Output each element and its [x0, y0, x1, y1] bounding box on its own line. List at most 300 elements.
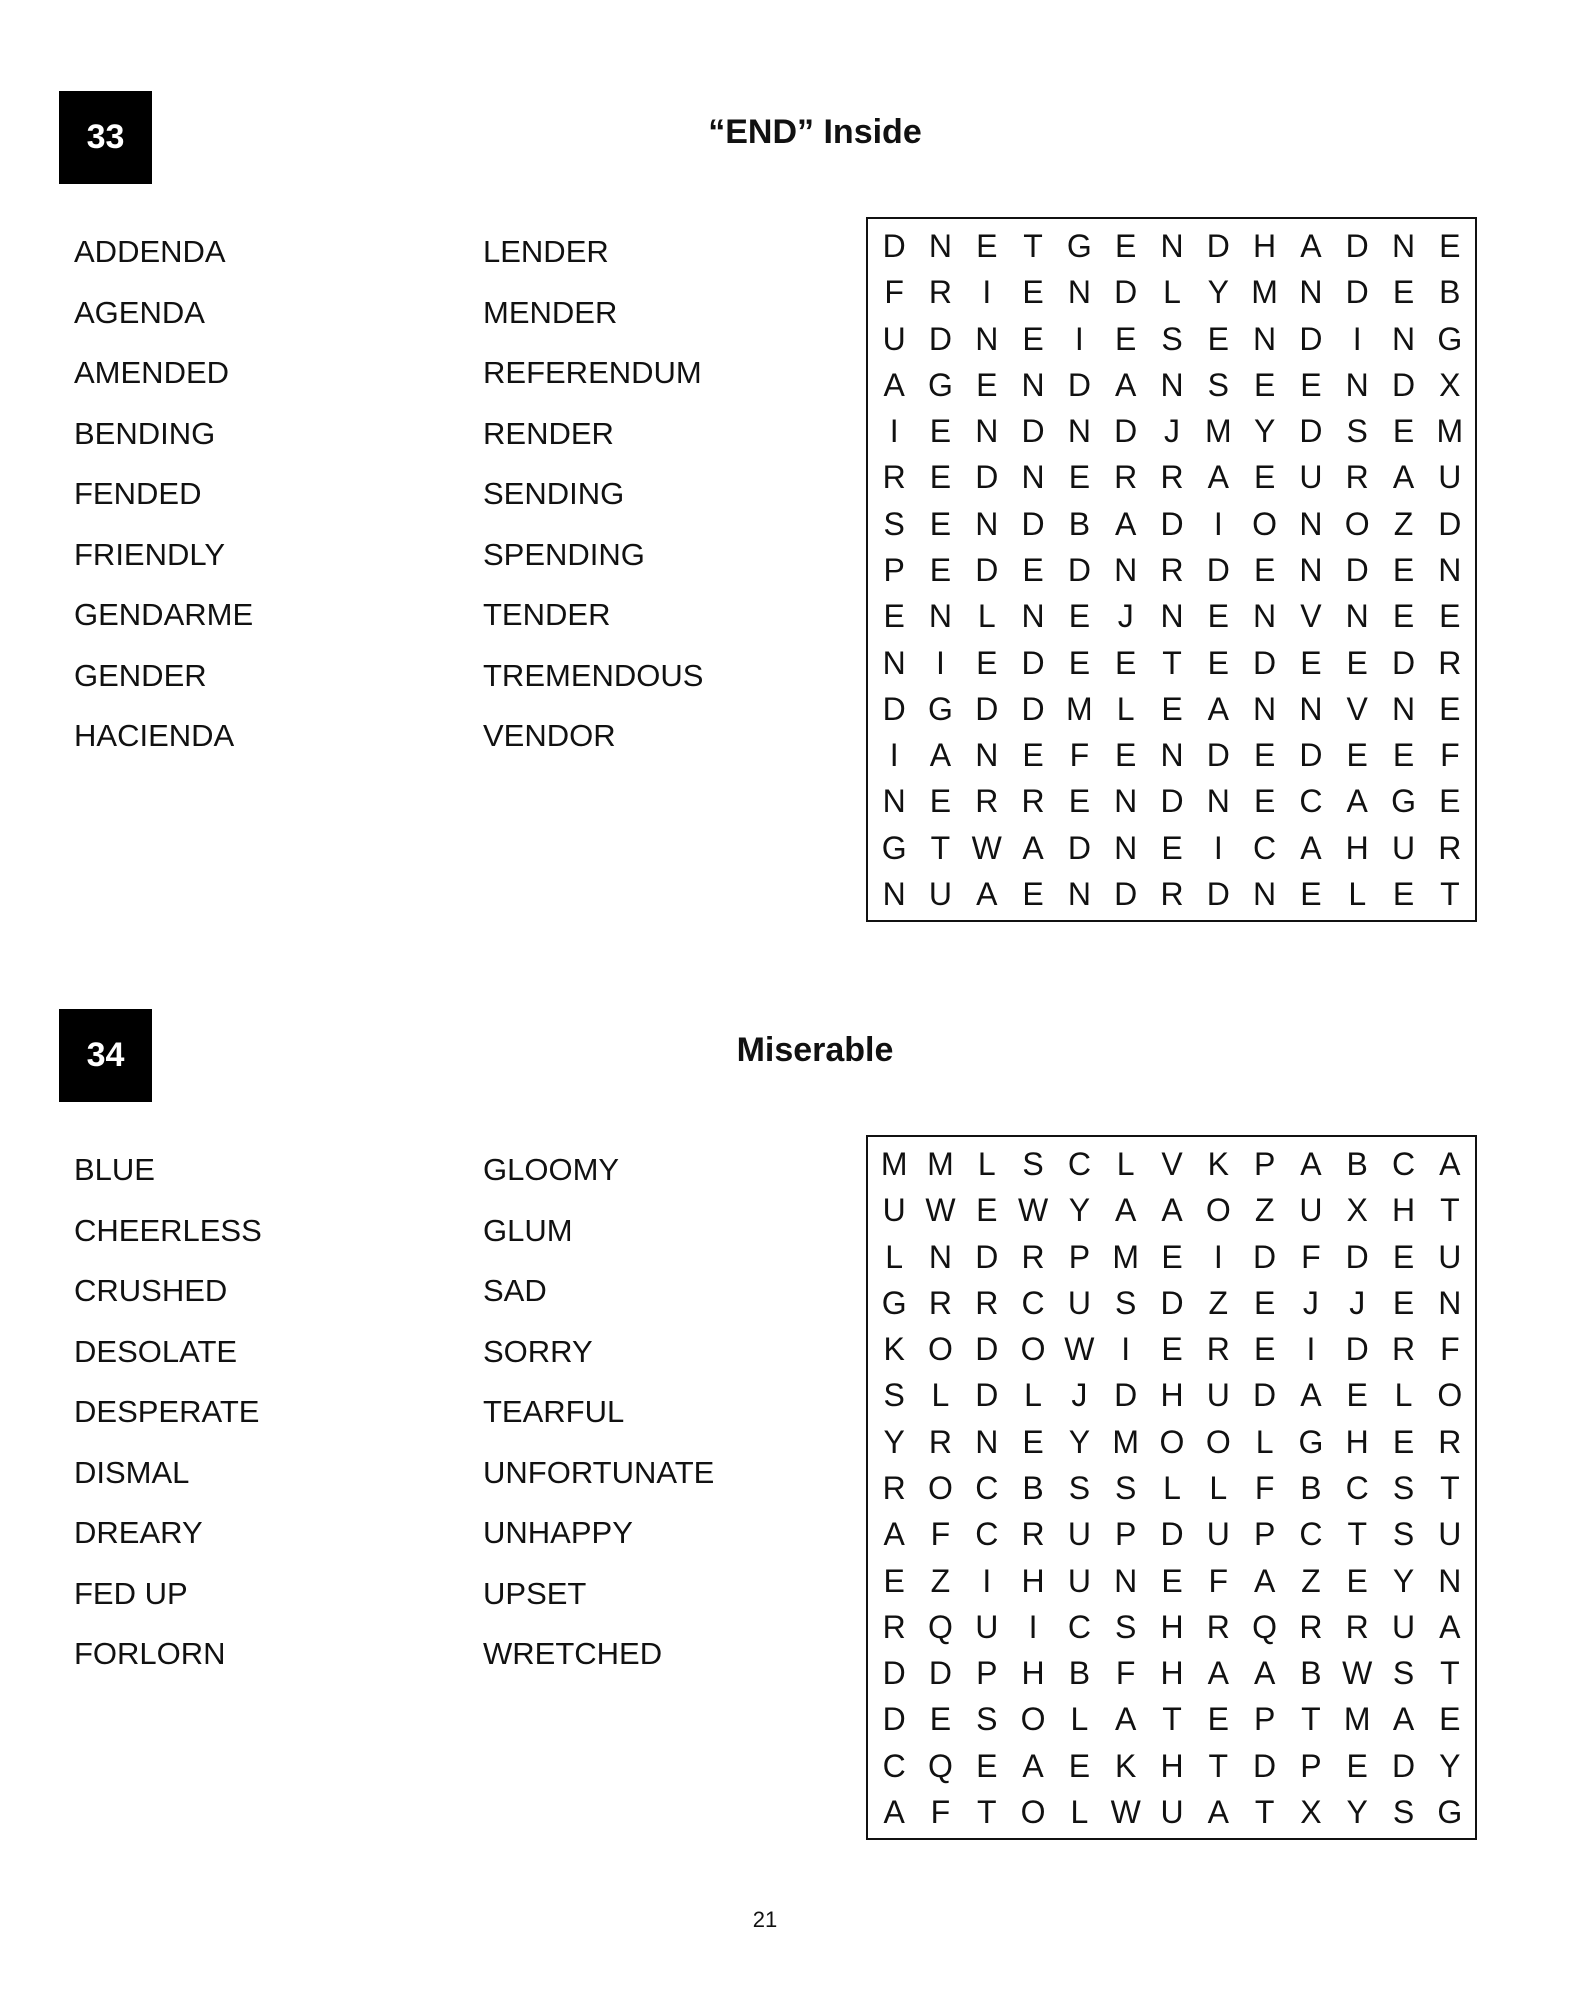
- grid-letter: N: [1114, 551, 1138, 588]
- grid-letter: U: [1299, 1192, 1323, 1229]
- word-list-item: ADDENDA: [74, 234, 226, 269]
- grid-letter: D: [1021, 413, 1045, 450]
- grid-letter: D: [1299, 413, 1323, 450]
- grid-letter: L: [1070, 1701, 1089, 1738]
- grid-letter: A: [1300, 1146, 1322, 1183]
- grid-letter: C: [1391, 1146, 1416, 1183]
- puzzle-number-badge: 34: [59, 1009, 152, 1102]
- grid-letter: T: [1440, 875, 1460, 912]
- grid-letter: F: [1254, 1469, 1275, 1506]
- grid-letter: U: [1391, 829, 1416, 866]
- grid-letter: R: [882, 1608, 906, 1645]
- grid-letter: P: [883, 551, 905, 588]
- grid-letter: D: [1253, 1377, 1277, 1414]
- grid-letter: N: [1253, 320, 1277, 357]
- grid-letter: C: [882, 1747, 906, 1784]
- grid-letter: I: [1213, 505, 1223, 542]
- word-list-item: RENDER: [483, 415, 614, 451]
- grid-letter: N: [882, 644, 906, 681]
- grid-letter: E: [1392, 1284, 1415, 1321]
- grid-letter: N: [975, 505, 999, 542]
- grid-letter: E: [1207, 644, 1229, 681]
- grid-letter: D: [882, 690, 906, 727]
- grid-letter: B: [1300, 1655, 1322, 1692]
- word-list-item: BLUE: [74, 1152, 155, 1187]
- grid-letter: A: [1207, 1793, 1229, 1830]
- word-list-item: FENDED: [74, 476, 202, 511]
- grid-letter: R: [928, 1284, 952, 1321]
- grid-letter: E: [1022, 551, 1044, 588]
- grid-letter: L: [1070, 1793, 1089, 1830]
- grid-letter: C: [1345, 1469, 1369, 1506]
- grid-letter: U: [882, 1192, 906, 1229]
- grid-letter: R: [1345, 459, 1369, 496]
- grid-letter: O: [928, 1469, 953, 1506]
- grid-letter: R: [1021, 783, 1045, 820]
- grid-letter: N: [1345, 366, 1369, 403]
- grid-letter: N: [1160, 366, 1184, 403]
- grid-letter: D: [1345, 1238, 1369, 1275]
- grid-letter: D: [882, 228, 906, 265]
- grid-letter: E: [1439, 1701, 1461, 1738]
- grid-letter: P: [1253, 1516, 1276, 1553]
- grid-letter: D: [1345, 1331, 1369, 1368]
- grid-letter: Q: [1252, 1608, 1278, 1645]
- grid-letter: A: [1115, 505, 1137, 542]
- grid-letter: N: [1114, 829, 1138, 866]
- grid-letter: S: [883, 1377, 905, 1414]
- grid-letter: O: [1344, 505, 1370, 542]
- grid-letter: N: [1299, 505, 1323, 542]
- grid-letter: S: [1115, 1608, 1137, 1645]
- grid-letter: E: [1022, 737, 1044, 774]
- grid-letter: U: [1206, 1516, 1230, 1553]
- grid-letter: Z: [1254, 1192, 1275, 1229]
- grid-letter: H: [1345, 1423, 1369, 1460]
- grid-letter: S: [1392, 1516, 1415, 1553]
- grid-letter: N: [1299, 274, 1323, 311]
- grid-letter: N: [928, 598, 952, 635]
- grid-letter: N: [928, 1238, 952, 1275]
- grid-letter: O: [1159, 1423, 1185, 1460]
- grid-letter: O: [1020, 1701, 1046, 1738]
- grid-letter: H: [1160, 1747, 1184, 1784]
- grid-letter: N: [1067, 875, 1091, 912]
- word-list-column-2: [483, 1148, 714, 1693]
- grid-letter: N: [1160, 737, 1184, 774]
- grid-letter: V: [1300, 598, 1322, 635]
- grid-letter: B: [1439, 274, 1461, 311]
- grid-letter: E: [976, 1192, 998, 1229]
- grid-letter: L: [1255, 1423, 1274, 1460]
- grid-letter: T: [1023, 228, 1043, 265]
- grid-letter: E: [1346, 1377, 1368, 1414]
- grid-letter: E: [1253, 783, 1276, 820]
- grid-letter: T: [1162, 644, 1182, 681]
- grid-letter: E: [929, 551, 952, 588]
- grid-letter: K: [1207, 1146, 1229, 1183]
- grid-letter: E: [929, 505, 952, 542]
- grid-letter: D: [1345, 274, 1369, 311]
- word-list-item: SENDING: [483, 476, 625, 511]
- grid-letter: O: [1252, 505, 1278, 542]
- word-list-item: SPENDING: [483, 536, 645, 572]
- word-list-item: WRETCHED: [483, 1636, 663, 1671]
- grid-letter: I: [936, 644, 945, 681]
- grid-letter: A: [1300, 829, 1322, 866]
- grid-letter: A: [883, 366, 905, 403]
- grid-letter: N: [1391, 690, 1416, 727]
- grid-letter: D: [1114, 274, 1138, 311]
- grid-letter: L: [1163, 1469, 1181, 1506]
- grid-letter: R: [1160, 459, 1184, 496]
- grid-letter: E: [976, 366, 998, 403]
- grid-letter: X: [1300, 1793, 1322, 1830]
- grid-letter: M: [1251, 274, 1278, 311]
- grid-letter: R: [1438, 644, 1462, 681]
- puzzle-34: [0, 918, 1590, 1830]
- grid-letter: C: [1021, 1284, 1045, 1321]
- grid-letter: U: [1067, 1516, 1091, 1553]
- grid-letter: N: [1067, 413, 1091, 450]
- word-list-item: BENDING: [74, 415, 216, 451]
- grid-letter: E: [1253, 459, 1276, 496]
- grid-letter: E: [1346, 1747, 1368, 1784]
- grid-letter: E: [1300, 644, 1322, 681]
- grid-letter: L: [977, 598, 996, 635]
- grid-letter: P: [1115, 1516, 1137, 1553]
- grid-letter: Z: [1208, 1284, 1229, 1321]
- grid-letter: O: [1205, 1423, 1231, 1460]
- grid-letter: A: [929, 737, 952, 774]
- grid-letter: M: [927, 1146, 954, 1183]
- grid-letter: E: [929, 783, 952, 820]
- grid-letter: A: [1115, 366, 1137, 403]
- grid-letter: C: [975, 1469, 999, 1506]
- grid-letter: D: [1021, 690, 1045, 727]
- grid-letter: K: [1115, 1747, 1137, 1784]
- grid-letter: E: [1207, 598, 1229, 635]
- grid-letter: S: [976, 1701, 998, 1738]
- grid-letter: G: [1066, 228, 1092, 265]
- grid-letter: Y: [1392, 1562, 1415, 1599]
- grid-letter: U: [1067, 1562, 1091, 1599]
- grid-letter: A: [1439, 1146, 1461, 1183]
- grid-letter: W: [971, 829, 1002, 866]
- word-list-item: UNHAPPY: [483, 1515, 633, 1550]
- grid-letter: S: [883, 505, 905, 542]
- grid-letter: U: [928, 875, 952, 912]
- grid-letter: N: [975, 320, 999, 357]
- grid-letter: S: [1392, 1655, 1415, 1692]
- grid-letter: Y: [1068, 1423, 1091, 1460]
- grid-letter: D: [1253, 1747, 1277, 1784]
- grid-letter: E: [1161, 690, 1183, 727]
- grid-letter: Q: [928, 1608, 953, 1645]
- grid-letter: F: [884, 274, 904, 311]
- grid-letter: C: [1253, 829, 1277, 866]
- grid-letter: R: [1160, 875, 1184, 912]
- grid-letter: A: [1439, 1608, 1461, 1645]
- grid-letter: D: [1114, 875, 1138, 912]
- grid-letter: E: [1392, 598, 1415, 635]
- grid-letter: P: [976, 1655, 998, 1692]
- grid-letter: R: [1391, 1331, 1416, 1368]
- grid-letter: P: [1068, 1238, 1091, 1275]
- grid-letter: P: [1300, 1747, 1322, 1784]
- grid-letter: E: [1392, 1238, 1415, 1275]
- grid-letter: L: [1024, 1377, 1042, 1414]
- grid-letter: W: [925, 1192, 956, 1229]
- grid-letter: R: [1299, 1608, 1323, 1645]
- word-list-item: TREMENDOUS: [483, 657, 704, 693]
- grid-letter: A: [1300, 228, 1322, 265]
- grid-letter: D: [928, 320, 952, 357]
- grid-letter: E: [1439, 228, 1461, 265]
- word-list-item: SAD: [483, 1273, 547, 1308]
- grid-letter: R: [975, 1284, 999, 1321]
- grid-letter: A: [883, 1793, 905, 1830]
- grid-letter: N: [1021, 598, 1045, 635]
- grid-letter: N: [928, 228, 952, 265]
- grid-letter: N: [1438, 1562, 1462, 1599]
- grid-letter: S: [1392, 1469, 1415, 1506]
- grid-letter: A: [1207, 459, 1229, 496]
- word-list-item: DESOLATE: [74, 1333, 238, 1369]
- grid-letter: D: [1299, 320, 1323, 357]
- grid-letter: A: [1115, 1701, 1137, 1738]
- grid-letter: S: [1115, 1469, 1137, 1506]
- grid-letter: J: [1349, 1284, 1366, 1321]
- grid-letter: E: [1161, 829, 1183, 866]
- grid-letter: E: [1161, 1562, 1183, 1599]
- grid-letter: N: [1253, 598, 1277, 635]
- grid-letter: R: [882, 1469, 906, 1506]
- grid-letter: S: [1115, 1284, 1137, 1321]
- grid-letter: E: [1392, 1423, 1415, 1460]
- grid-letter: D: [882, 1655, 906, 1692]
- grid-letter: L: [1394, 1377, 1413, 1414]
- grid-letter: W: [1110, 1793, 1141, 1830]
- grid-letter: D: [1391, 366, 1416, 403]
- grid-letter: E: [1439, 783, 1461, 820]
- grid-letter: I: [1121, 1331, 1131, 1368]
- grid-letter: A: [1300, 1377, 1322, 1414]
- word-list-item: CHEERLESS: [74, 1212, 262, 1248]
- word-list-column-1: [74, 1148, 262, 1693]
- grid-letter: A: [1022, 829, 1044, 866]
- grid-letter: R: [1160, 551, 1184, 588]
- grid-letter: T: [1347, 1516, 1367, 1553]
- grid-letter: D: [975, 459, 999, 496]
- grid-letter: E: [1068, 644, 1091, 681]
- grid-letter: H: [1160, 1377, 1184, 1414]
- grid-letter: E: [1392, 737, 1415, 774]
- grid-letter: N: [975, 737, 999, 774]
- grid-letter: N: [1438, 1284, 1462, 1321]
- grid-letter: L: [1116, 1146, 1135, 1183]
- word-list-item: TEARFUL: [483, 1394, 625, 1429]
- word-list-column-1: [74, 230, 253, 775]
- grid-letter: O: [1020, 1793, 1046, 1830]
- grid-letter: N: [975, 1423, 999, 1460]
- grid-letter: I: [1028, 1608, 1038, 1645]
- grid-letter: A: [1207, 1655, 1229, 1692]
- grid-letter: N: [1021, 366, 1045, 403]
- grid-letter: N: [1253, 690, 1277, 727]
- grid-letter: N: [1299, 551, 1323, 588]
- grid-letter: E: [976, 228, 998, 265]
- grid-letter: H: [1253, 228, 1277, 265]
- grid-letter: M: [1204, 413, 1232, 450]
- grid-letter: D: [1021, 505, 1045, 542]
- grid-letter: L: [977, 1146, 996, 1183]
- grid-letter: H: [1160, 1655, 1184, 1692]
- puzzle-33: [0, 0, 1590, 912]
- grid-letter: D: [1206, 737, 1230, 774]
- grid-letter: D: [882, 1701, 906, 1738]
- grid-letter: E: [1253, 551, 1276, 588]
- grid-letter: U: [1299, 459, 1323, 496]
- grid-letter: A: [1022, 1747, 1044, 1784]
- grid-letter: L: [1209, 1469, 1228, 1506]
- word-list-item: MENDER: [483, 294, 618, 330]
- grid-letter: D: [1206, 551, 1230, 588]
- grid-letter: N: [1391, 320, 1416, 357]
- grid-letter: O: [928, 1331, 953, 1368]
- grid-letter: G: [881, 829, 907, 866]
- grid-letter: E: [1392, 875, 1415, 912]
- word-list-column-2: [483, 230, 703, 775]
- grid-letter: I: [1306, 1331, 1316, 1368]
- grid-letter: E: [976, 644, 998, 681]
- grid-letter: D: [1160, 1284, 1184, 1321]
- grid-letter: D: [1253, 1238, 1277, 1275]
- grid-letter: S: [1068, 1469, 1091, 1506]
- grid-letter: S: [1161, 320, 1183, 357]
- grid-letter: H: [1160, 1608, 1184, 1645]
- grid-letter: E: [976, 1747, 998, 1784]
- grid-letter: E: [1392, 413, 1415, 450]
- grid-letter: R: [1021, 1238, 1045, 1275]
- grid-letter: L: [885, 1238, 904, 1275]
- word-list-item: DESPERATE: [74, 1394, 260, 1429]
- grid-letter: T: [1440, 1192, 1460, 1229]
- grid-letter: E: [929, 1701, 952, 1738]
- grid-letter: M: [1343, 1701, 1371, 1738]
- grid-letter: R: [1206, 1608, 1230, 1645]
- grid-letter: F: [1301, 1238, 1321, 1275]
- grid-letter: N: [1067, 274, 1091, 311]
- grid-letter: I: [982, 274, 992, 311]
- grid-letter: T: [1162, 1701, 1182, 1738]
- grid-letter: M: [1436, 413, 1464, 450]
- grid-letter: T: [1208, 1747, 1229, 1784]
- grid-letter: E: [1253, 1284, 1276, 1321]
- grid-letter: E: [1161, 1238, 1183, 1275]
- grid-letter: R: [1114, 459, 1138, 496]
- grid-letter: A: [1392, 1701, 1415, 1738]
- grid-letter: E: [1300, 875, 1322, 912]
- grid-letter: E: [1300, 366, 1322, 403]
- grid-letter: R: [928, 274, 952, 311]
- grid-letter: N: [1160, 598, 1184, 635]
- grid-letter: M: [1112, 1423, 1140, 1460]
- grid-letter: G: [1391, 783, 1416, 820]
- grid-letter: P: [1253, 1701, 1276, 1738]
- puzzle-title: “END” Inside: [708, 113, 922, 151]
- grid-letter: D: [1021, 644, 1045, 681]
- grid-letter: Y: [1207, 274, 1229, 311]
- grid-letter: E: [1439, 598, 1461, 635]
- grid-letter: N: [1345, 598, 1369, 635]
- letter-grid: [866, 1135, 1477, 1840]
- grid-letter: E: [1439, 690, 1461, 727]
- grid-letter: Y: [883, 1423, 905, 1460]
- grid-letter: C: [1299, 783, 1323, 820]
- grid-letter: E: [1253, 1331, 1276, 1368]
- grid-letter: U: [1391, 1608, 1416, 1645]
- grid-letter: O: [1205, 1192, 1231, 1229]
- grid-letter: X: [1346, 1192, 1368, 1229]
- grid-letter: G: [928, 690, 953, 727]
- grid-letter: A: [1346, 783, 1368, 820]
- grid-letter: D: [928, 1655, 952, 1692]
- grid-letter: Y: [1068, 1192, 1091, 1229]
- puzzle-number-badge: 33: [59, 91, 152, 184]
- grid-letter: E: [1115, 228, 1137, 265]
- grid-letter: C: [975, 1516, 999, 1553]
- grid-letter: F: [930, 1516, 951, 1553]
- grid-letter: U: [1438, 459, 1462, 496]
- grid-letter: D: [975, 690, 999, 727]
- grid-letter: H: [1021, 1562, 1045, 1599]
- grid-letter: B: [1068, 1655, 1091, 1692]
- grid-letter: J: [1302, 1284, 1319, 1321]
- grid-letter: N: [1021, 459, 1045, 496]
- word-list-item: DISMAL: [74, 1454, 190, 1490]
- grid-letter: G: [1298, 1423, 1324, 1460]
- grid-letter: R: [1438, 1423, 1462, 1460]
- grid-letter: N: [1206, 783, 1230, 820]
- grid-letter: N: [975, 413, 999, 450]
- grid-letter: H: [1391, 1192, 1416, 1229]
- grid-letter: T: [930, 829, 951, 866]
- grid-letter: D: [1206, 228, 1230, 265]
- grid-letter: U: [1438, 1238, 1462, 1275]
- grid-letter: M: [880, 1146, 908, 1183]
- grid-letter: A: [1161, 1192, 1183, 1229]
- grid-letter: E: [1068, 598, 1091, 635]
- grid-letter: E: [1068, 459, 1091, 496]
- word-list-item: UPSET: [483, 1575, 587, 1611]
- grid-letter: R: [1345, 1608, 1369, 1645]
- grid-letter: D: [1206, 875, 1230, 912]
- grid-letter: Y: [1253, 413, 1276, 450]
- grid-letter: T: [1301, 1701, 1321, 1738]
- word-list-item: FORLORN: [74, 1636, 226, 1671]
- grid-letter: I: [1074, 320, 1084, 357]
- grid-letter: C: [1067, 1608, 1091, 1645]
- grid-letter: X: [1439, 366, 1461, 403]
- grid-letter: W: [1064, 1331, 1095, 1368]
- word-list-item: CRUSHED: [74, 1273, 228, 1308]
- grid-letter: E: [1115, 644, 1137, 681]
- word-list-item: GENDER: [74, 657, 207, 693]
- grid-letter: S: [1207, 366, 1229, 403]
- grid-letter: Z: [1301, 1562, 1321, 1599]
- grid-letter: D: [975, 1238, 999, 1275]
